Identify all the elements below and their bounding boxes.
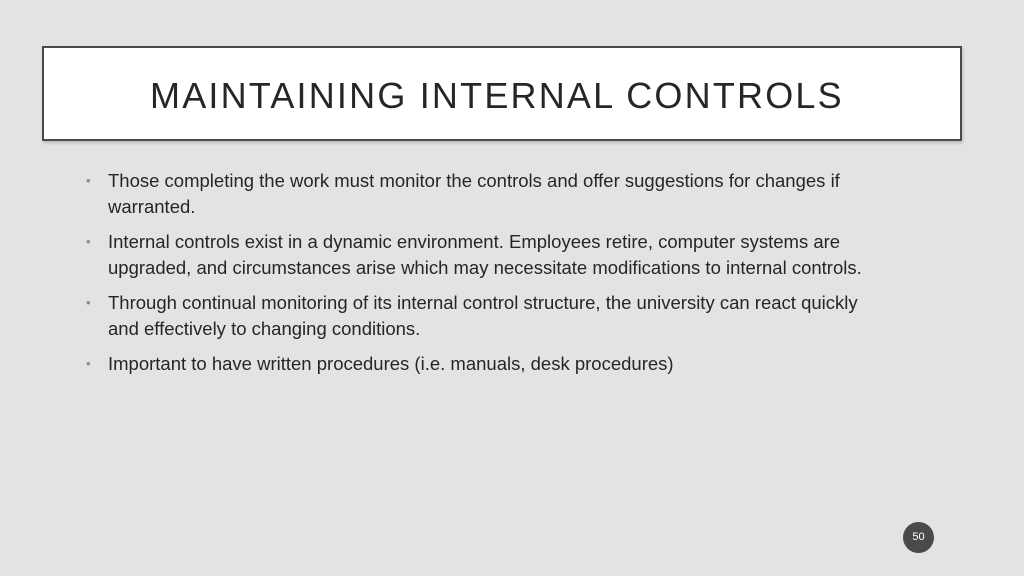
bullet-item	[86, 351, 886, 377]
bullet-text: Through continual monitoring of its internal control structure, the university can react quickly and effectively to changing conditions.	[108, 292, 858, 339]
page-number-badge: 50	[903, 522, 934, 553]
bullet-icon: •	[86, 234, 91, 249]
bullet-list	[86, 168, 886, 387]
title-box	[42, 46, 962, 141]
slide-title: MAINTAINING INTERNAL CONTROLS	[150, 75, 844, 116]
bullet-item	[86, 290, 886, 341]
bullet-icon: •	[86, 295, 91, 310]
bullet-item	[86, 229, 886, 280]
bullet-icon: •	[86, 356, 91, 371]
bullet-text: Internal controls exist in a dynamic environment. Employees retire, computer systems are upgraded, and circumstances arise which may necessitate modifications to internal controls.	[108, 231, 862, 278]
bullet-item	[86, 168, 886, 219]
bullet-text: Important to have written procedures (i.e. manuals, desk procedures)	[108, 353, 674, 374]
bullet-icon: •	[86, 173, 91, 188]
bullet-text: Those completing the work must monitor the controls and offer suggestions for changes if warranted.	[108, 170, 840, 217]
